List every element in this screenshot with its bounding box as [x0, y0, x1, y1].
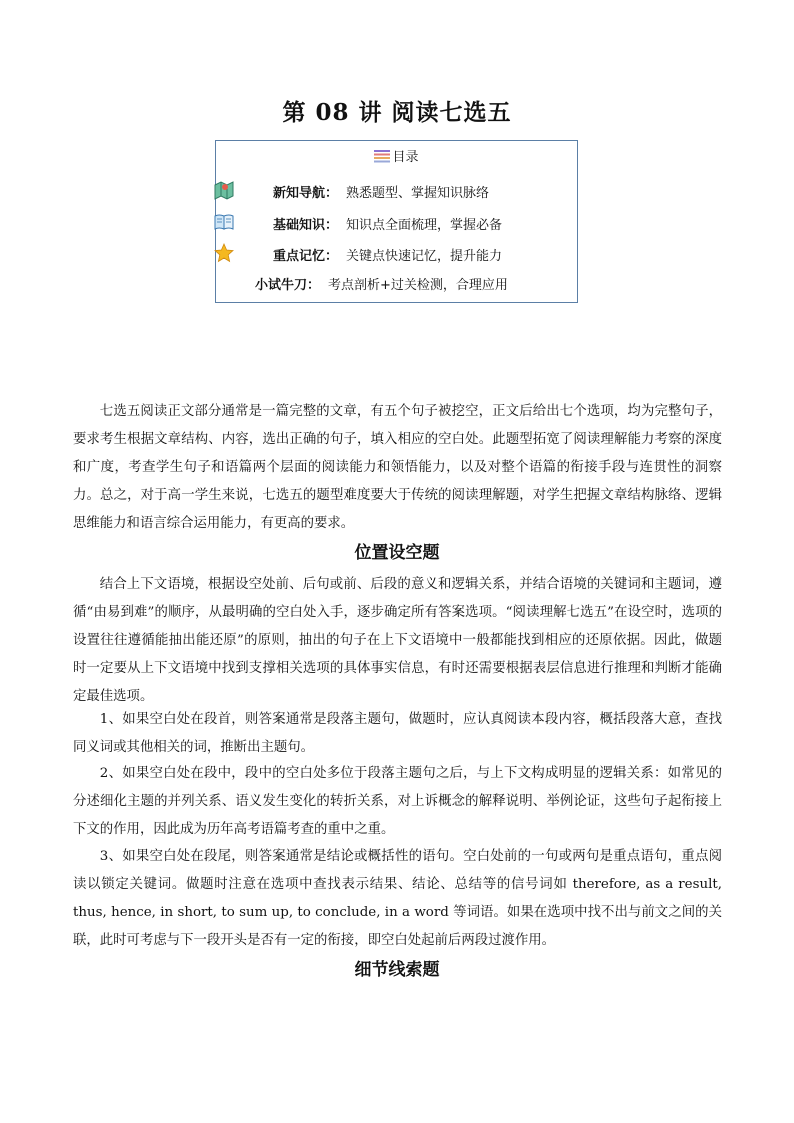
toc-item-desc: 知识点全面梳理，掌握必备: [346, 218, 503, 233]
toc-item-label: 小试牛刀：: [255, 278, 321, 293]
star-icon: [214, 243, 234, 263]
toc-header: [216, 146, 577, 167]
section-paragraph: 结合上下文语境，根据设空处前、后句或前、后段的意义和逻辑关系，并结合语境的关键词和主题词，遵循“由易到难”的顺序，从最明确的空白处入手，逐步确定所有答案选项。“阅读理解七选五”在设空时，选项的设置往往遵循能抽出能还原”的原则，抽出的句子在上下文语境中一般都能找到相应的还原依据。因此，做题时一定要从上下文语境中找到支撑相关选项的具体事实信息，有时还需要根据表层信息进行推理和判断才能确定最佳选项。: [73, 577, 722, 704]
point-paragraph: 2、如果空白处在段中，段中的空白处多位于段落主题句之后，与上下文构成明显的逻辑关系：如常见的分述细化主题的并列关系、语义发生变化的转折关系，对上诉概念的解释说明、举例论证，这些句子起衔接上下文的作用，因此成为历年高考语篇考查的重中之重。: [73, 766, 722, 837]
page-title: 第 08 讲 阅读七选五: [282, 99, 512, 126]
toc-item-label: 基础知识：: [273, 218, 339, 233]
book-icon: [214, 212, 234, 232]
table-of-contents: [215, 140, 578, 303]
toc-item-label: 新知导航：: [273, 186, 339, 201]
list-icon: [374, 150, 390, 167]
toc-item-navigation: [216, 182, 577, 202]
toc-item-label: 重点记忆：: [273, 249, 339, 264]
section-title-detail: 细节线索题: [354, 960, 440, 980]
section-title-position: 位置设空题: [354, 543, 440, 563]
toc-header-label: 目录: [392, 150, 419, 165]
intro-paragraph: 七选五阅读正文部分通常是一篇完整的文章，有五个句子被挖空，正文后给出七个选项，均为完整句子，要求考生根据文章结构、内容，选出正确的句子，填入相应的空白处。此题型拓宽了阅读理解能力考察的深度和广度，考查学生句子和语篇两个层面的阅读能力和领悟能力，以及对整个语篇的衔接手段与连贯性的洞察力。总之，对于高一学生来说，七选五的题型难度要大于传统的阅读理解题，对学生把握文章结构脉络、逻辑思维能力和语言综合运用能力，有更高的要求。: [73, 404, 722, 531]
map-icon: [214, 180, 234, 200]
toc-item-practice: [216, 274, 577, 294]
point-paragraph: 3、如果空白处在段尾，则答案通常是结论或概括性的语句。空白处前的一句或两句是重点语句，重点阅读以锁定关键词。做题时注意在选项中查找表示结果、结论、总结等的信号词如 therefore, as a result, thus, hence, in short, to sum up, to conclude, in a word 等词语。如果在选项中找不出与前文之间的关联，此时可考虑与下一段开头是否有一定的衔接，即空白处起前后两段过渡作用。: [73, 849, 722, 948]
toc-item-desc: 考点剖析+过关检测，合理应用: [328, 278, 508, 293]
toc-item-desc: 关键点快速记忆，提升能力: [346, 249, 503, 264]
toc-item-desc: 熟悉题型、掌握知识脉络: [346, 186, 490, 201]
point-paragraph: 1、如果空白处在段首，则答案通常是段落主题句，做题时，应认真阅读本段内容，概括段落大意，查找同义词或其他相关的词，推断出主题句。: [73, 712, 722, 755]
toc-item-basics: [216, 214, 577, 234]
toc-item-key-memory: [216, 245, 577, 265]
